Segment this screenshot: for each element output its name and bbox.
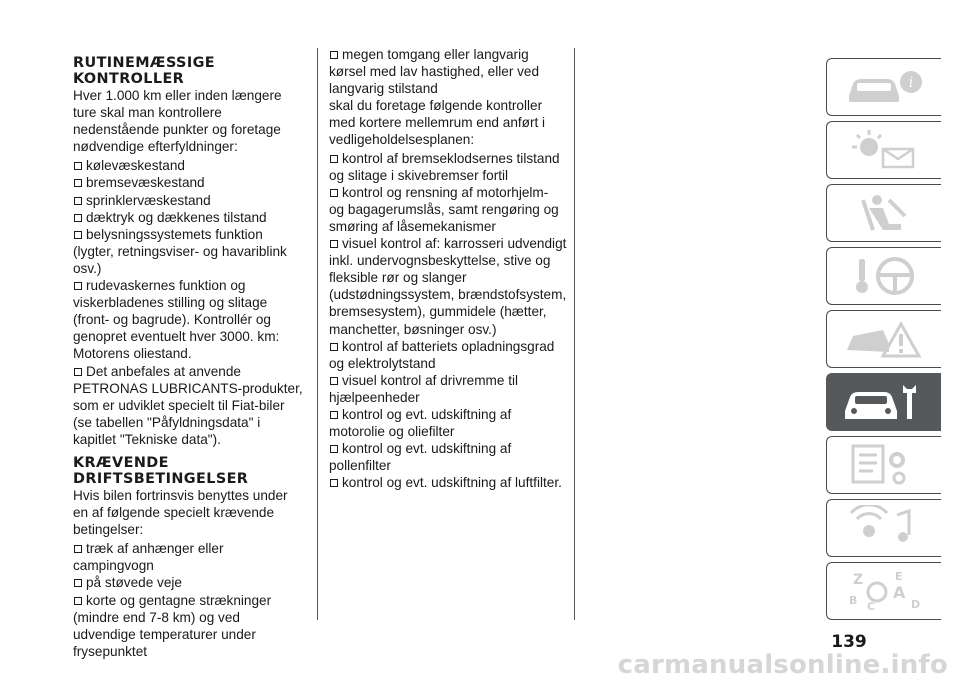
tab-technical-data[interactable] xyxy=(826,436,941,494)
list-item: korte og gentagne strækninger (mindre end 7-8 km) og ved udvendige temperaturer under frysepunktet xyxy=(73,592,272,659)
demanding-intro: Hvis bilen fortrinsvis benyttes under en af følgende specielt krævende betingelser: xyxy=(73,487,288,538)
tab-index[interactable] xyxy=(826,562,941,620)
list-item: belysningssystemets funktion (lygter, retningsviser- og havariblink osv.) xyxy=(73,226,287,276)
bullet-icon xyxy=(330,377,338,385)
bullet-icon xyxy=(74,282,82,290)
tab-starting-driving[interactable] xyxy=(826,247,941,305)
svg-text:Z: Z xyxy=(853,572,864,588)
list-item: kontrol af batteriets opladningsgrad og elektrolytstand xyxy=(329,338,555,371)
list-item: visuel kontrol af drivremme til hjælpeenheder xyxy=(329,372,519,405)
checks-intro: skal du foretage følgende kontroller med kortere mellemrum end anført i vedligeholdelsesplanen: xyxy=(329,98,546,148)
list-item: træk af anhænger eller campingvogn xyxy=(73,541,224,574)
list-item: kontrol af bremseklodsernes tilstand og slitage i skivebremser fortil xyxy=(329,150,560,183)
heading-demanding-conditions: KRÆVENDE DRIFTSBETINGELSER xyxy=(73,454,249,487)
list-item: sprinklervæskestand xyxy=(73,192,305,209)
list-item: kølevæskestand xyxy=(73,157,305,174)
warning-light-message-icon xyxy=(839,127,929,173)
column-divider xyxy=(317,48,318,620)
tab-emergency[interactable] xyxy=(826,310,941,368)
document-gear-icon xyxy=(839,442,929,488)
key-steering-wheel-icon xyxy=(839,253,929,299)
bullet-icon xyxy=(330,445,338,453)
routine-intro: Hver 1.000 km eller inden længere ture skal man kontrollere nedenstående punkter og foretage nødvendige efterfyldninger: xyxy=(73,88,282,155)
checks-list xyxy=(329,150,567,492)
bullet-icon xyxy=(330,479,338,487)
bullet-icon xyxy=(330,240,338,248)
svg-text:B: B xyxy=(849,594,858,607)
svg-text:E: E xyxy=(895,570,903,583)
bullet-icon xyxy=(74,545,82,553)
tab-maintenance[interactable] xyxy=(826,373,941,431)
list-item: Det anbefales at anvende PETRONAS LUBRICANTS-produkter, som er udviklet specielt til Fiat-biler (se tabellen "Påfyldningsdata" i kapitlet "Tekniske data"). xyxy=(73,363,303,447)
list-item: kontrol og evt. udskiftning af motorolie og oliefilter xyxy=(329,406,512,440)
bullet-icon xyxy=(74,197,82,205)
seat-airbag-icon xyxy=(839,190,929,236)
car-wrench-icon xyxy=(839,379,929,425)
list-item: kontrol og rensning af motorhjelm- og bagagerumslås, samt rengøring og smøring af låsemekanismer xyxy=(329,184,559,234)
heading-routine-checks: RUTINEMÆSSIGE KONTROLLER xyxy=(73,55,216,87)
bullet-icon xyxy=(74,579,82,587)
bullet-icon xyxy=(74,214,82,222)
list-item: på støvede veje xyxy=(73,574,305,591)
radio-music-icon xyxy=(839,505,929,551)
list-item: kontrol og evt. udskiftning af pollenfilter xyxy=(329,441,512,474)
bullet-icon xyxy=(74,597,82,605)
svg-text:C: C xyxy=(867,600,876,613)
bullet-icon xyxy=(330,343,338,351)
left-column xyxy=(73,55,305,660)
watermark: carmanualsonline.info xyxy=(617,650,948,680)
list-item: dæktryk og dækkenes tilstand xyxy=(73,209,305,226)
bullet-icon xyxy=(74,231,82,239)
list-item: bremsevæskestand xyxy=(73,174,305,191)
tab-safety[interactable] xyxy=(826,184,941,242)
conditions-list xyxy=(73,540,305,660)
page-number: 139 xyxy=(831,632,867,652)
tab-multimedia[interactable] xyxy=(826,499,941,557)
car-emergency-icon xyxy=(839,316,929,362)
bullet-icon xyxy=(74,179,82,187)
list-item: rudevaskernes funktion og viskerbladenes stilling og slitage (front- og bagrude). Kontrollér og genopret eventuelt hver 3000. km: Motorens oliestand. xyxy=(73,278,280,362)
tab-warning-lights[interactable] xyxy=(826,121,941,179)
routine-list xyxy=(73,157,305,448)
right-column xyxy=(329,46,567,491)
svg-text:i: i xyxy=(908,75,914,91)
bullet-icon xyxy=(74,162,82,170)
column-divider xyxy=(574,48,575,620)
list-item: kontrol og evt. udskiftning af luftfilter. xyxy=(329,474,567,491)
list-item: visuel kontrol af: karrosseri udvendigt inkl. undervognsbeskyttelse, stive og fleksible rør og slanger (udstødningssystem, brændstofsystem, bremsesystem), gummidele (hætter, manchetter, bøsninger osv.) xyxy=(329,236,567,337)
car-info-icon xyxy=(839,64,929,110)
bullet-icon xyxy=(330,155,338,163)
list-item: megen tomgang eller langvarig kørsel med lav hastighed, eller ved langvarig stilstand xyxy=(329,47,540,97)
bullet-icon xyxy=(330,189,338,197)
alphabet-index-icon xyxy=(839,568,929,614)
bullet-icon xyxy=(74,368,82,376)
tab-car-info[interactable] xyxy=(826,58,941,116)
svg-text:A: A xyxy=(893,583,906,602)
bullet-icon xyxy=(330,411,338,419)
svg-text:D: D xyxy=(911,598,921,611)
bullet-icon xyxy=(330,51,338,59)
